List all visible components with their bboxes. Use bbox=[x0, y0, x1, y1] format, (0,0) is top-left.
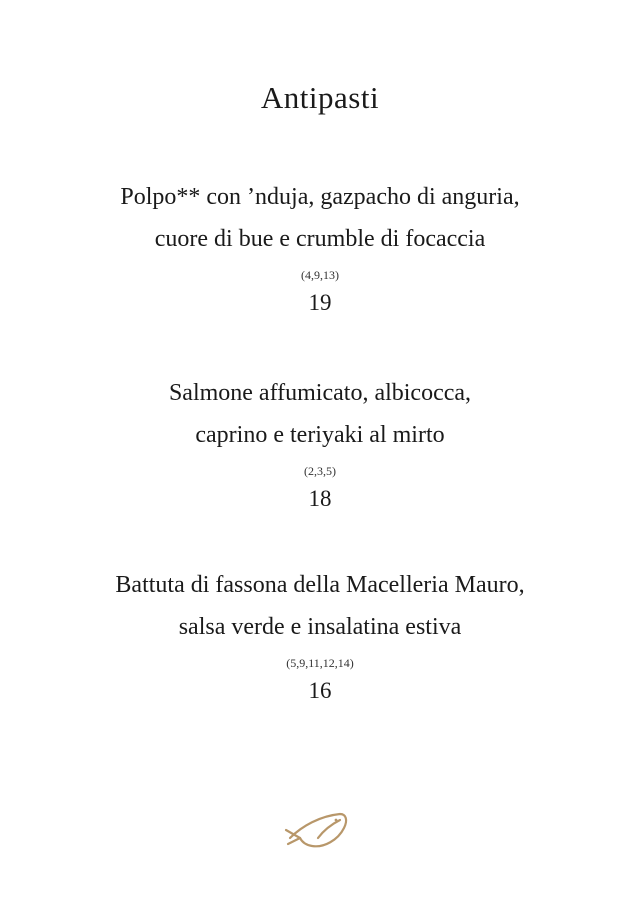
dish-price: 19 bbox=[308, 290, 332, 315]
menu-item bbox=[0, 372, 640, 514]
dish-name-line: Salmone affumicato, albicocca, bbox=[168, 380, 472, 406]
menu-item bbox=[0, 176, 640, 318]
dish-name-line: cuore di bue e crumble di focaccia bbox=[154, 226, 486, 252]
dish-name-line: caprino e teriyaki al mirto bbox=[195, 422, 445, 448]
fish-logo-strokes bbox=[286, 814, 346, 846]
menu-item bbox=[0, 564, 640, 706]
dish-name bbox=[0, 564, 640, 648]
section-title: Antipasti bbox=[260, 80, 380, 115]
dish-name-line: Battuta di fassona della Macelleria Mauro, bbox=[115, 572, 525, 598]
dish-name-line: salsa verde e insalatina estiva bbox=[178, 614, 462, 640]
fish-eye-icon bbox=[335, 819, 338, 822]
dish-price: 16 bbox=[308, 678, 332, 703]
fish-logo-icon bbox=[280, 808, 352, 854]
dish-name bbox=[0, 372, 640, 456]
dish-name bbox=[0, 176, 640, 260]
dish-price: 18 bbox=[308, 486, 332, 511]
dish-name-line: Polpo** con ’nduja, gazpacho di anguria, bbox=[120, 184, 520, 210]
allergen-codes: (4,9,13) bbox=[301, 268, 339, 282]
allergen-codes: (5,9,11,12,14) bbox=[286, 656, 354, 670]
allergen-codes: (2,3,5) bbox=[304, 464, 336, 478]
